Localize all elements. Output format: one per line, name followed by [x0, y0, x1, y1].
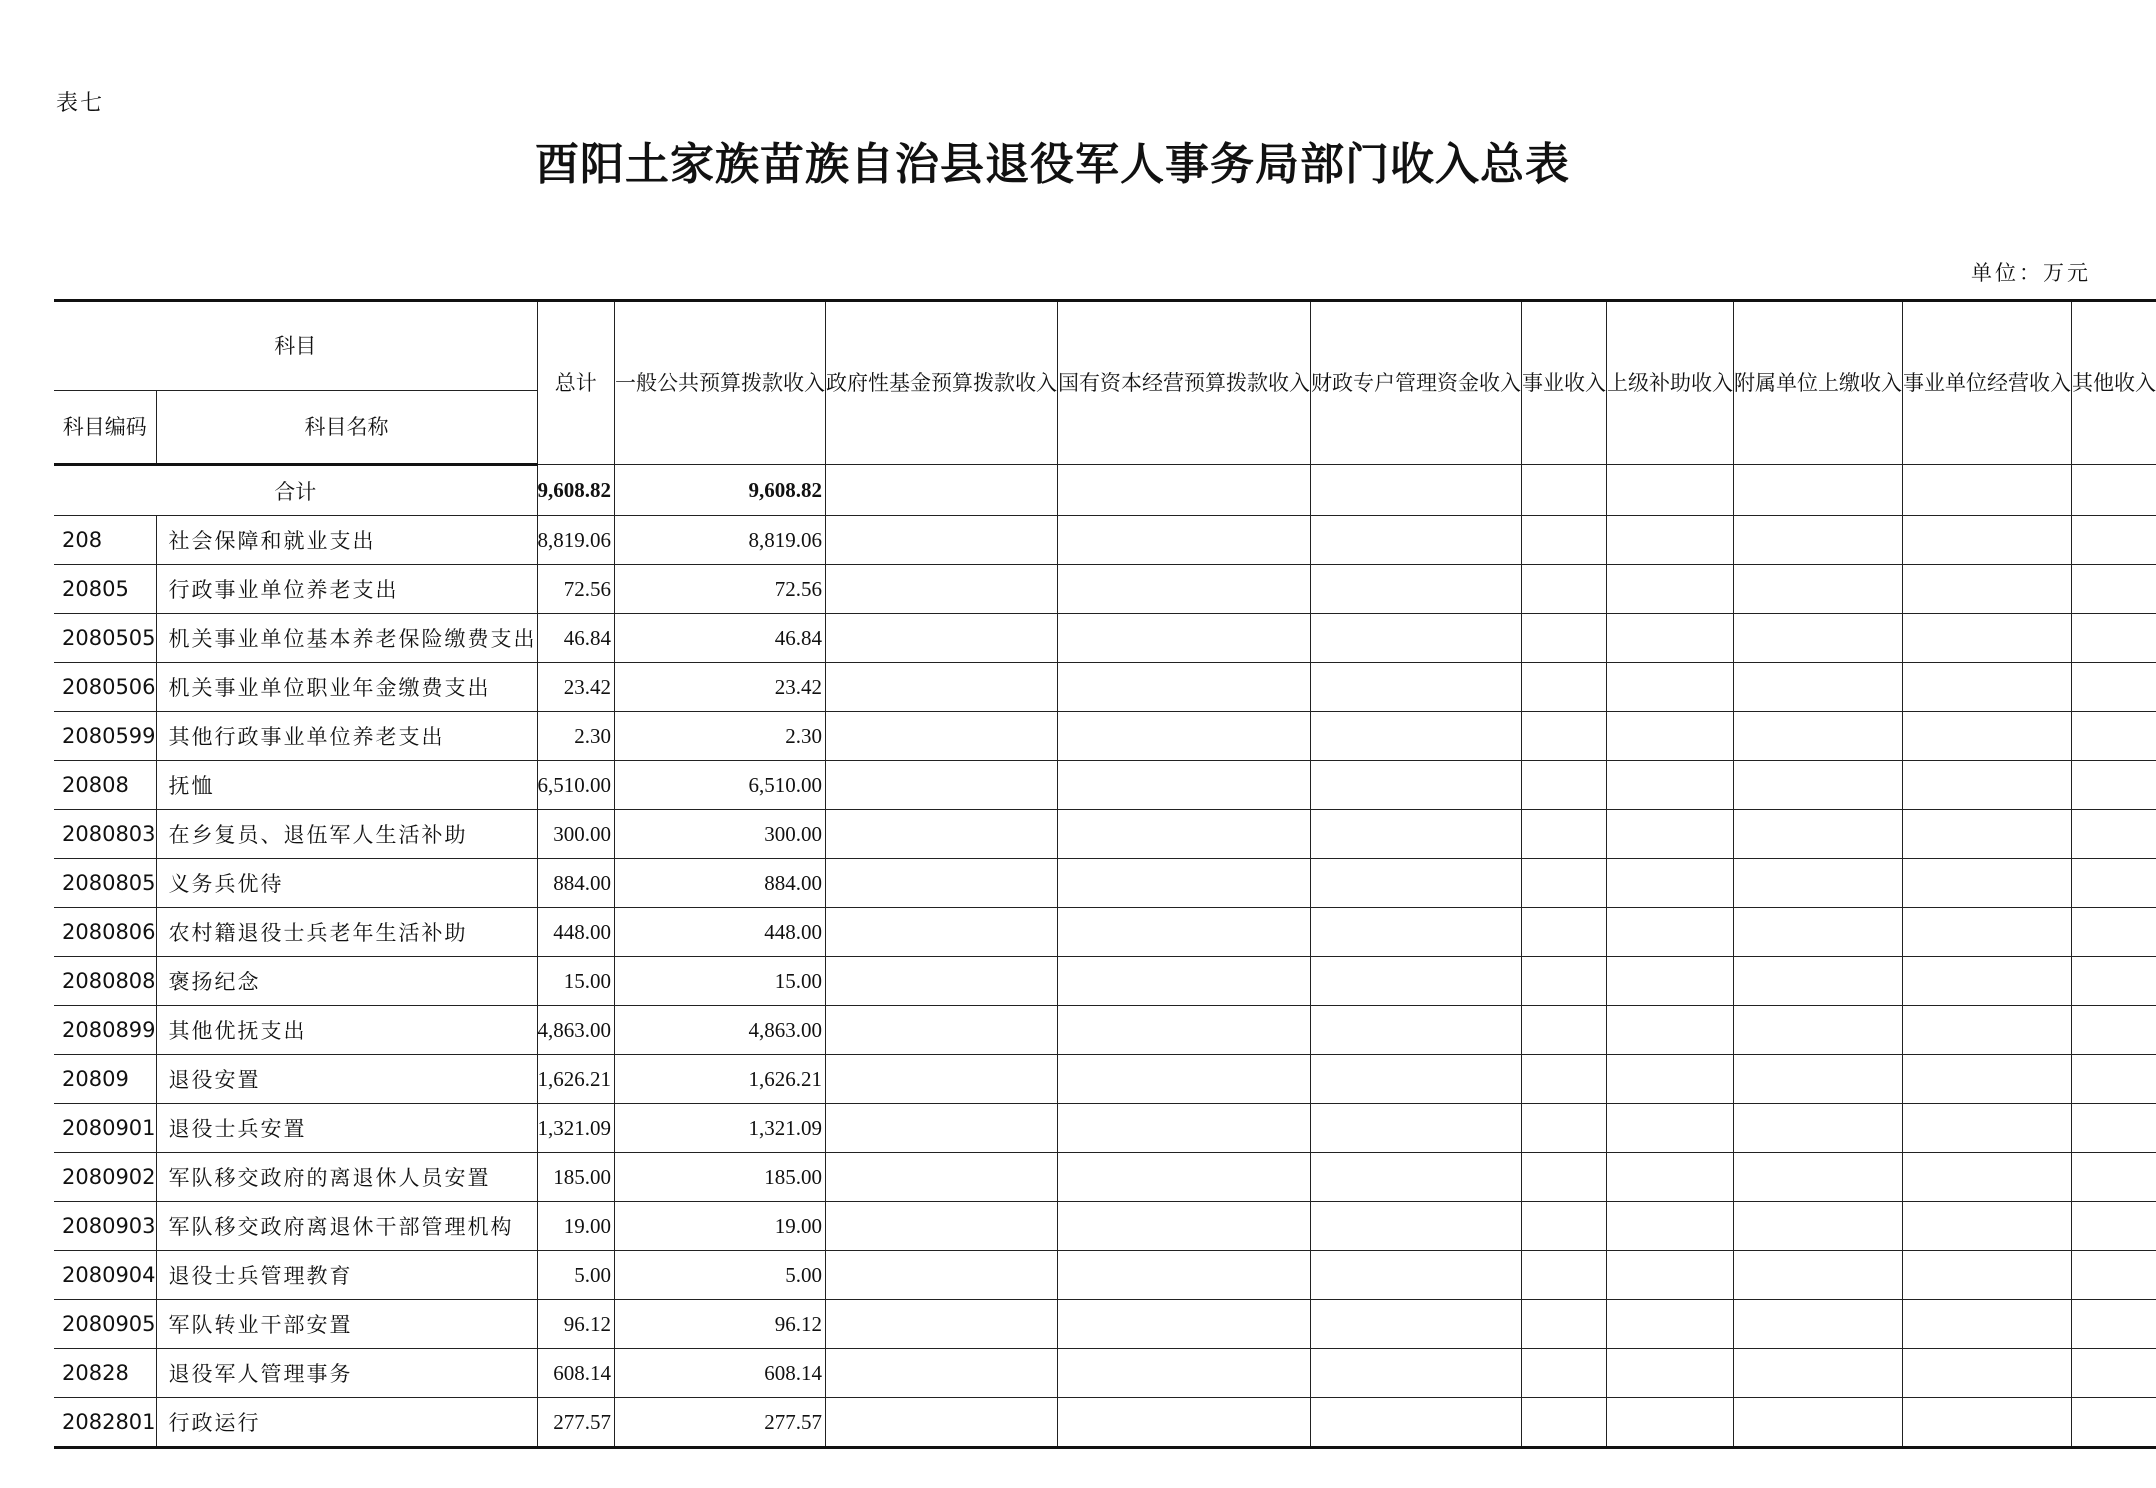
empty-cell — [1607, 712, 1734, 761]
empty-cell — [1734, 712, 1903, 761]
row-general-budget: 6,510.00 — [615, 761, 826, 810]
subject-code: 2080599 — [54, 712, 156, 761]
empty-cell — [1522, 810, 1607, 859]
row-total: 448.00 — [537, 908, 615, 957]
row-general-budget: 96.12 — [615, 1300, 826, 1349]
empty-cell — [1734, 614, 1903, 663]
empty-cell — [1607, 663, 1734, 712]
empty-cell — [1522, 1349, 1607, 1398]
empty-cell — [1058, 712, 1311, 761]
empty-cell — [2072, 1398, 2156, 1448]
table-row — [54, 908, 2156, 957]
row-total: 2.30 — [537, 712, 615, 761]
empty-cell — [1311, 614, 1522, 663]
table-row — [54, 712, 2156, 761]
table-row — [54, 1153, 2156, 1202]
row-general-budget: 1,321.09 — [615, 1104, 826, 1153]
empty-cell — [826, 614, 1058, 663]
empty-cell — [1903, 1251, 2072, 1300]
empty-cell — [1734, 1202, 1903, 1251]
empty-cell — [1903, 1349, 2072, 1398]
row-total: 96.12 — [537, 1300, 615, 1349]
row-general-budget: 72.56 — [615, 565, 826, 614]
row-general-budget: 5.00 — [615, 1251, 826, 1300]
empty-cell — [1903, 565, 2072, 614]
empty-cell — [1522, 1006, 1607, 1055]
empty-cell — [1607, 1153, 1734, 1202]
subject-name: 在乡复员、退伍军人生活补助 — [156, 810, 537, 859]
row-general-budget: 1,626.21 — [615, 1055, 826, 1104]
row-general-budget: 15.00 — [615, 957, 826, 1006]
empty-cell — [1607, 1349, 1734, 1398]
empty-cell — [826, 810, 1058, 859]
empty-cell — [1522, 614, 1607, 663]
empty-cell — [1311, 663, 1522, 712]
empty-cell — [1522, 712, 1607, 761]
table-row — [54, 761, 2156, 810]
row-general-budget: 46.84 — [615, 614, 826, 663]
empty-cell — [1522, 761, 1607, 810]
subject-code: 20808 — [54, 761, 156, 810]
table-row — [54, 1398, 2156, 1448]
empty-cell — [1903, 859, 2072, 908]
empty-cell — [2072, 565, 2156, 614]
subject-name: 退役军人管理事务 — [156, 1349, 537, 1398]
empty-cell — [826, 1153, 1058, 1202]
empty-cell — [1058, 1300, 1311, 1349]
empty-cell — [826, 957, 1058, 1006]
header-affiliated-income: 附属单位上缴收入 — [1734, 301, 1903, 465]
subject-code: 20828 — [54, 1349, 156, 1398]
empty-cell — [2072, 1104, 2156, 1153]
subject-name: 行政运行 — [156, 1398, 537, 1448]
empty-cell — [1903, 1055, 2072, 1104]
empty-cell — [1734, 1006, 1903, 1055]
subject-code: 2080806 — [54, 908, 156, 957]
empty-cell — [1311, 810, 1522, 859]
empty-cell — [826, 761, 1058, 810]
empty-cell — [1058, 1104, 1311, 1153]
empty-cell — [1311, 1104, 1522, 1153]
total-label: 合计 — [54, 465, 537, 516]
subject-code: 2082801 — [54, 1398, 156, 1448]
row-general-budget: 8,819.06 — [615, 516, 826, 565]
empty-cell — [1903, 1006, 2072, 1055]
row-general-budget: 23.42 — [615, 663, 826, 712]
empty-cell — [2072, 908, 2156, 957]
row-total: 4,863.00 — [537, 1006, 615, 1055]
empty-cell — [1058, 810, 1311, 859]
empty-cell — [2072, 1251, 2156, 1300]
empty-cell — [2072, 810, 2156, 859]
row-general-budget: 608.14 — [615, 1349, 826, 1398]
empty-cell — [826, 516, 1058, 565]
empty-cell — [2072, 1300, 2156, 1349]
table-row — [54, 957, 2156, 1006]
table-row — [54, 516, 2156, 565]
total-general-budget: 9,608.82 — [615, 465, 826, 516]
subject-name: 机关事业单位职业年金缴费支出 — [156, 663, 537, 712]
empty-cell — [1058, 761, 1311, 810]
empty-cell — [1311, 565, 1522, 614]
header-superior-subsidy: 上级补助收入 — [1607, 301, 1734, 465]
empty-cell — [1522, 1398, 1607, 1448]
empty-cell — [1058, 859, 1311, 908]
row-general-budget: 19.00 — [615, 1202, 826, 1251]
empty-cell — [2072, 614, 2156, 663]
subject-name: 退役士兵管理教育 — [156, 1251, 537, 1300]
row-total: 884.00 — [537, 859, 615, 908]
unit-label: 单位：万元 — [1971, 261, 2091, 285]
page-title: 酉阳土家族苗族自治县退役军人事务局部门收入总表 — [535, 139, 1570, 190]
empty-cell — [1058, 663, 1311, 712]
empty-cell — [1522, 1300, 1607, 1349]
empty-cell — [1903, 810, 2072, 859]
subject-code: 2080505 — [54, 614, 156, 663]
subject-code: 2080901 — [54, 1104, 156, 1153]
empty-cell — [1903, 516, 2072, 565]
empty-cell — [1734, 565, 1903, 614]
empty-cell — [2072, 663, 2156, 712]
empty-cell — [1734, 1104, 1903, 1153]
empty-cell — [1734, 1055, 1903, 1104]
empty-cell — [2072, 1202, 2156, 1251]
empty-cell — [1903, 1104, 2072, 1153]
empty-cell — [1311, 908, 1522, 957]
header-subject-group: 科目 — [54, 301, 537, 391]
empty-cell — [1522, 1153, 1607, 1202]
empty-cell — [1522, 1055, 1607, 1104]
empty-cell — [1734, 1153, 1903, 1202]
header-fund-budget: 政府性基金预算拨款收入 — [826, 301, 1058, 465]
subject-name: 抚恤 — [156, 761, 537, 810]
empty-cell — [1311, 1251, 1522, 1300]
table-row — [54, 1055, 2156, 1104]
empty-cell — [1058, 614, 1311, 663]
empty-cell — [1058, 1349, 1311, 1398]
header-operating-income: 事业单位经营收入 — [1903, 301, 2072, 465]
subject-name: 军队移交政府离退休干部管理机构 — [156, 1202, 537, 1251]
row-general-budget: 185.00 — [615, 1153, 826, 1202]
row-total: 5.00 — [537, 1251, 615, 1300]
subject-code: 2080904 — [54, 1251, 156, 1300]
empty-cell — [2072, 1055, 2156, 1104]
subject-code: 2080808 — [54, 957, 156, 1006]
subject-name: 军队移交政府的离退休人员安置 — [156, 1153, 537, 1202]
empty-cell — [1903, 1398, 2072, 1448]
empty-cell — [826, 1104, 1058, 1153]
empty-cell — [1734, 957, 1903, 1006]
empty-cell — [1734, 516, 1903, 565]
table-label: 表七 — [56, 91, 105, 116]
empty-cell — [1903, 761, 2072, 810]
subject-code: 2080903 — [54, 1202, 156, 1251]
empty-cell — [1734, 1251, 1903, 1300]
row-total: 8,819.06 — [537, 516, 615, 565]
empty-cell — [1058, 957, 1311, 1006]
empty-cell — [1734, 859, 1903, 908]
empty-cell — [1607, 1104, 1734, 1153]
subject-name: 褒扬纪念 — [156, 957, 537, 1006]
empty-cell — [1311, 1006, 1522, 1055]
empty-cell — [1607, 810, 1734, 859]
row-total: 72.56 — [537, 565, 615, 614]
subject-name: 行政事业单位养老支出 — [156, 565, 537, 614]
empty-cell — [1522, 859, 1607, 908]
subject-code: 2080506 — [54, 663, 156, 712]
empty-cell — [1903, 1153, 2072, 1202]
empty-cell — [1058, 1398, 1311, 1448]
empty-cell — [1607, 1006, 1734, 1055]
empty-cell — [1522, 663, 1607, 712]
subject-name: 机关事业单位基本养老保险缴费支出 — [156, 614, 537, 663]
header-business-income: 事业收入 — [1522, 301, 1607, 465]
empty-cell — [1058, 1202, 1311, 1251]
subject-name: 退役士兵安置 — [156, 1104, 537, 1153]
empty-cell — [1903, 908, 2072, 957]
total-row — [54, 465, 2156, 516]
subject-name: 退役安置 — [156, 1055, 537, 1104]
header-total: 总计 — [537, 301, 615, 465]
row-total: 15.00 — [537, 957, 615, 1006]
empty-cell — [1311, 1153, 1522, 1202]
empty-cell — [1607, 908, 1734, 957]
empty-cell — [1903, 663, 2072, 712]
row-general-budget: 300.00 — [615, 810, 826, 859]
empty-cell — [826, 663, 1058, 712]
subject-code: 2080899 — [54, 1006, 156, 1055]
empty-cell — [2072, 761, 2156, 810]
empty-cell — [1734, 1398, 1903, 1448]
income-summary-table — [54, 299, 2156, 1449]
row-total: 277.57 — [537, 1398, 615, 1448]
table-row — [54, 1349, 2156, 1398]
table-row — [54, 1300, 2156, 1349]
row-total: 608.14 — [537, 1349, 615, 1398]
empty-cell — [826, 1055, 1058, 1104]
empty-cell — [1607, 957, 1734, 1006]
empty-cell — [1607, 1055, 1734, 1104]
row-general-budget: 277.57 — [615, 1398, 826, 1448]
header-fiscal-special: 财政专户管理资金收入 — [1311, 301, 1522, 465]
empty-cell — [826, 908, 1058, 957]
row-general-budget: 2.30 — [615, 712, 826, 761]
empty-cell — [1058, 1006, 1311, 1055]
subject-name: 军队转业干部安置 — [156, 1300, 537, 1349]
subject-code: 2080905 — [54, 1300, 156, 1349]
subject-code: 2080902 — [54, 1153, 156, 1202]
empty-cell — [826, 1251, 1058, 1300]
empty-cell — [1734, 908, 1903, 957]
empty-cell — [1311, 516, 1522, 565]
empty-cell — [2072, 516, 2156, 565]
row-general-budget: 448.00 — [615, 908, 826, 957]
header-subject-name: 科目名称 — [156, 391, 537, 465]
subject-code: 208 — [54, 516, 156, 565]
empty-cell — [1607, 1202, 1734, 1251]
empty-cell — [1607, 1251, 1734, 1300]
subject-name: 农村籍退役士兵老年生活补助 — [156, 908, 537, 957]
empty-cell — [1607, 565, 1734, 614]
empty-cell — [2072, 1153, 2156, 1202]
empty-cell — [1311, 1349, 1522, 1398]
table-row — [54, 859, 2156, 908]
empty-cell — [1522, 957, 1607, 1006]
row-total: 185.00 — [537, 1153, 615, 1202]
subject-code: 20809 — [54, 1055, 156, 1104]
row-total: 6,510.00 — [537, 761, 615, 810]
empty-cell — [826, 1398, 1058, 1448]
empty-cell — [1058, 1153, 1311, 1202]
empty-cell — [2072, 1006, 2156, 1055]
subject-code: 2080803 — [54, 810, 156, 859]
empty-cell — [1607, 1398, 1734, 1448]
row-general-budget: 4,863.00 — [615, 1006, 826, 1055]
empty-cell — [1734, 810, 1903, 859]
empty-cell — [1903, 957, 2072, 1006]
empty-cell — [826, 859, 1058, 908]
empty-cell — [1311, 859, 1522, 908]
table-row — [54, 1104, 2156, 1153]
row-general-budget: 884.00 — [615, 859, 826, 908]
empty-cell — [1607, 859, 1734, 908]
table-row — [54, 614, 2156, 663]
empty-cell — [826, 1300, 1058, 1349]
empty-cell — [1734, 663, 1903, 712]
empty-cell — [1903, 712, 2072, 761]
empty-cell — [1311, 761, 1522, 810]
row-total: 23.42 — [537, 663, 615, 712]
table-row — [54, 663, 2156, 712]
empty-cell — [2072, 957, 2156, 1006]
empty-cell — [1734, 761, 1903, 810]
row-total: 300.00 — [537, 810, 615, 859]
empty-cell — [1607, 1300, 1734, 1349]
empty-cell — [2072, 859, 2156, 908]
empty-cell — [1607, 516, 1734, 565]
empty-cell — [1522, 516, 1607, 565]
subject-name: 社会保障和就业支出 — [156, 516, 537, 565]
subject-name: 其他优抚支出 — [156, 1006, 537, 1055]
total-amount: 9,608.82 — [537, 465, 615, 516]
empty-cell — [1058, 565, 1311, 614]
row-total: 1,321.09 — [537, 1104, 615, 1153]
empty-cell — [1903, 614, 2072, 663]
empty-cell — [1311, 1398, 1522, 1448]
empty-cell — [1734, 1349, 1903, 1398]
table-row — [54, 1202, 2156, 1251]
empty-cell — [1058, 1055, 1311, 1104]
empty-cell — [1311, 1300, 1522, 1349]
table-row — [54, 565, 2156, 614]
header-other-income: 其他收入 — [2072, 301, 2156, 465]
empty-cell — [1522, 908, 1607, 957]
row-total: 46.84 — [537, 614, 615, 663]
empty-cell — [1058, 516, 1311, 565]
empty-cell — [826, 1202, 1058, 1251]
empty-cell — [1311, 1055, 1522, 1104]
empty-cell — [826, 712, 1058, 761]
empty-cell — [1522, 1251, 1607, 1300]
empty-cell — [1311, 957, 1522, 1006]
header-general-budget: 一般公共预算拨款收入 — [615, 301, 826, 465]
row-total: 1,626.21 — [537, 1055, 615, 1104]
empty-cell — [1058, 908, 1311, 957]
empty-cell — [1311, 1202, 1522, 1251]
subject-code: 2080805 — [54, 859, 156, 908]
subject-name: 其他行政事业单位养老支出 — [156, 712, 537, 761]
empty-cell — [1522, 565, 1607, 614]
empty-cell — [1903, 1202, 2072, 1251]
empty-cell — [826, 565, 1058, 614]
empty-cell — [1734, 1300, 1903, 1349]
table-row — [54, 810, 2156, 859]
empty-cell — [1522, 1202, 1607, 1251]
header-subject-code: 科目编码 — [54, 391, 156, 465]
empty-cell — [1058, 1251, 1311, 1300]
empty-cell — [1607, 614, 1734, 663]
header-state-capital: 国有资本经营预算拨款收入 — [1058, 301, 1311, 465]
empty-cell — [2072, 712, 2156, 761]
empty-cell — [826, 1006, 1058, 1055]
row-total: 19.00 — [537, 1202, 615, 1251]
empty-cell — [1522, 1104, 1607, 1153]
subject-name: 义务兵优待 — [156, 859, 537, 908]
empty-cell — [2072, 1349, 2156, 1398]
table-row — [54, 1251, 2156, 1300]
empty-cell — [1607, 761, 1734, 810]
empty-cell — [1903, 1300, 2072, 1349]
empty-cell — [826, 1349, 1058, 1398]
subject-code: 20805 — [54, 565, 156, 614]
table-row — [54, 1006, 2156, 1055]
empty-cell — [1311, 712, 1522, 761]
